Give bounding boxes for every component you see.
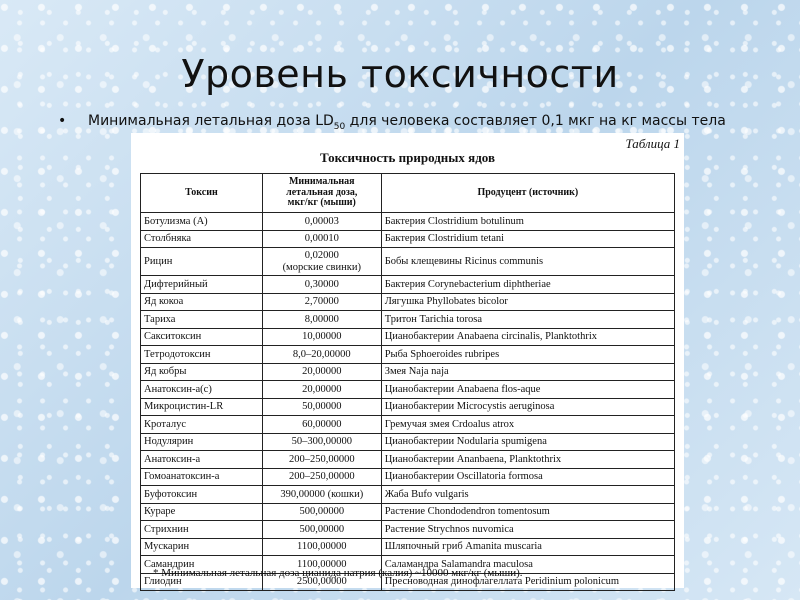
dose-value: 0,02000 — [304, 250, 339, 262]
producer-cell: Бобы клещевины Ricinus communis — [381, 248, 674, 276]
dose-value: 8,00000 — [304, 313, 339, 325]
table-header-row — [141, 174, 675, 213]
dose-value: 60,00000 — [302, 418, 342, 430]
toxin-cell: Стрихнин — [141, 521, 263, 539]
toxin-cell: Сакситоксин — [141, 328, 263, 346]
header-toxin: Токсин — [141, 174, 263, 213]
dose-cell — [262, 468, 381, 486]
producer-cell: Жаба Bufo vulgaris — [381, 486, 674, 504]
bullet-text-main: Минимальная летальная доза LD — [88, 113, 334, 129]
dose-cell — [262, 346, 381, 364]
table-row — [141, 346, 675, 364]
dose-value: 50–300,00000 — [291, 436, 352, 448]
toxin-cell: Мускарин — [141, 538, 263, 556]
dose-cell — [262, 248, 381, 276]
dose-cell — [262, 381, 381, 399]
bullet-text — [88, 113, 726, 132]
table-row — [141, 293, 675, 311]
dose-cell — [262, 486, 381, 504]
dose-cell — [262, 398, 381, 416]
producer-cell: Гремучая змея Crdoalus atrox — [381, 416, 674, 434]
dose-value: 200–250,00000 — [288, 453, 355, 465]
producer-cell: Растение Chondodendron tomentosum — [381, 503, 674, 521]
toxin-cell: Нодулярин — [141, 433, 263, 451]
dose-value: 2,70000 — [304, 296, 339, 308]
toxin-cell: Гомоанатоксин-а — [141, 468, 263, 486]
table-number: Таблица 1 — [625, 136, 680, 151]
toxin-cell: Буфотоксин — [141, 486, 263, 504]
dose-value: 0,30000 — [304, 278, 339, 290]
dose-value: 2500,00000 — [296, 576, 347, 588]
dose-cell — [262, 503, 381, 521]
dose-value: 20,00000 — [302, 366, 342, 378]
toxin-cell: Рицин — [141, 248, 263, 276]
bullet-text-subscript: 50 — [333, 121, 346, 132]
table-row — [141, 503, 675, 521]
toxin-cell: Кураре — [141, 503, 263, 521]
toxicity-table-image — [131, 133, 684, 588]
table-row — [141, 311, 675, 329]
slide-title: Уровень токсичности — [181, 52, 619, 96]
table-row — [141, 213, 675, 231]
producer-cell: Цианобактерии Anabaena flos-aque — [381, 381, 674, 399]
header-dose-line2: летальная доза, — [286, 186, 358, 198]
producer-cell: Цианобактерии Oscillatoria formosa — [381, 468, 674, 486]
producer-cell: Растение Strychnos nuvomica — [381, 521, 674, 539]
producer-cell: Тритон Tarichia torosa — [381, 311, 674, 329]
dose-value: 500,00000 — [299, 506, 345, 518]
dose-value: 0,00003 — [304, 215, 339, 227]
dose-note: (морские свинки) — [282, 261, 361, 273]
dose-value: 500,00000 — [299, 523, 345, 535]
toxin-cell: Яд кобры — [141, 363, 263, 381]
producer-cell: Шляпочный гриб Amanita muscaria — [381, 538, 674, 556]
table-row — [141, 381, 675, 399]
toxin-cell: Ботулизма (А) — [141, 213, 263, 231]
header-dose-line1: Минимальная — [288, 176, 355, 188]
producer-cell: Цианобактерии Microcystis aeruginosa — [381, 398, 674, 416]
dose-value: 1100,00000 — [297, 558, 347, 570]
bullet-text-tail: для человека составляет 0,1 мкг на кг массы тела — [345, 113, 726, 129]
producer-cell: Цианобактерии Ananbaena, Planktothrix — [381, 451, 674, 469]
toxin-cell: Самандрин — [141, 556, 263, 574]
table-row — [141, 416, 675, 434]
dose-value: 200–250,00000 — [288, 471, 355, 483]
table-footnote: * Минимальная летальная доза цианида натрия (калия) ~10000 мкг/кг (мыши). — [153, 567, 523, 579]
table-row — [141, 486, 675, 504]
toxin-cell: Яд кокоа — [141, 293, 263, 311]
table-row — [141, 468, 675, 486]
table-row — [141, 538, 675, 556]
toxin-cell: Столбняка — [141, 230, 263, 248]
producer-cell: Саламандра Salamandra maculosa — [381, 556, 674, 574]
producer-cell: Змея Naja naja — [381, 363, 674, 381]
dose-cell — [262, 433, 381, 451]
dose-cell — [262, 451, 381, 469]
table-row — [141, 398, 675, 416]
header-dose — [262, 174, 381, 213]
bullet-dot-icon: • — [58, 113, 67, 129]
dose-value: 390,00000 (кошки) — [280, 488, 364, 500]
header-producer: Продуцент (источник) — [381, 174, 674, 213]
producer-cell: Бактерия Corynebacterium diphtheriae — [381, 276, 674, 294]
toxin-cell: Анатоксин-а — [141, 451, 263, 469]
table-row — [141, 230, 675, 248]
toxin-cell: Дифтерийный — [141, 276, 263, 294]
dose-cell — [262, 521, 381, 539]
table-row — [141, 451, 675, 469]
toxin-cell: Глиодин — [141, 573, 263, 591]
dose-cell — [262, 230, 381, 248]
dose-cell — [262, 416, 381, 434]
header-dose-line3: мкг/кг (мыши) — [287, 197, 356, 209]
dose-cell — [262, 363, 381, 381]
toxin-cell: Тетродотоксин — [141, 346, 263, 364]
dose-cell — [262, 293, 381, 311]
producer-cell: Цианобактерии Nodularia spumigena — [381, 433, 674, 451]
producer-cell: Цианобактерии Anabaena circinalis, Planktothrix — [381, 328, 674, 346]
table-caption: Токсичность природных ядов — [320, 150, 495, 165]
table-row — [141, 248, 675, 276]
dose-value: 1100,00000 — [297, 541, 347, 553]
table-body — [141, 213, 675, 591]
dose-cell — [262, 276, 381, 294]
toxin-cell: Тариха — [141, 311, 263, 329]
toxicity-table — [140, 173, 675, 591]
toxin-cell: Кроталус — [141, 416, 263, 434]
dose-value: 8,0–20,00000 — [292, 348, 351, 360]
dose-value: 0,00010 — [304, 233, 339, 245]
table-row — [141, 328, 675, 346]
dose-cell — [262, 213, 381, 231]
dose-cell — [262, 328, 381, 346]
dose-value: 20,00000 — [302, 383, 342, 395]
producer-cell: Пресноводная динофлагеллата Peridinium polonicum — [381, 573, 674, 591]
producer-cell: Рыба Sphoeroides rubripes — [381, 346, 674, 364]
producer-cell: Лягушка Phyllobates bicolor — [381, 293, 674, 311]
dose-value: 50,00000 — [302, 401, 342, 413]
table-row — [141, 363, 675, 381]
table-row — [141, 521, 675, 539]
table-row — [141, 276, 675, 294]
producer-cell: Бактерия Clostridium botulinum — [381, 213, 674, 231]
producer-cell: Бактерия Clostridium tetani — [381, 230, 674, 248]
dose-value: 10,00000 — [302, 331, 342, 343]
toxin-cell: Микроцистин-LR — [141, 398, 263, 416]
table-row — [141, 433, 675, 451]
toxin-cell: Анатоксин-а(с) — [141, 381, 263, 399]
dose-cell — [262, 538, 381, 556]
dose-cell — [262, 311, 381, 329]
